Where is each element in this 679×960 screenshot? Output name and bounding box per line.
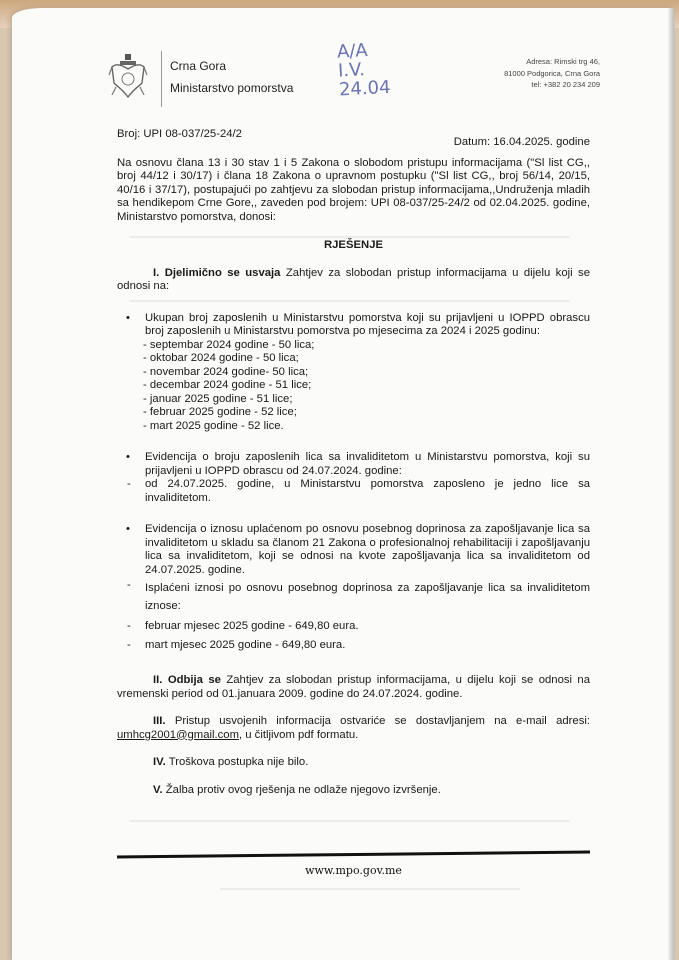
ministry-name: Ministarstvo pomorstva — [170, 81, 294, 95]
sub-item — [117, 639, 590, 653]
section-5-text: Žalba protiv ovog rješenja ne odlaže njegovo izvršenje. — [162, 783, 441, 796]
sub-item — [117, 620, 590, 634]
bullet-icon: • — [126, 311, 130, 324]
section-1-label: I. Djelimično se usvaja — [153, 266, 281, 279]
section-4 — [117, 756, 590, 770]
bleed-through-line — [130, 820, 570, 822]
sub-item-text: Isplaćeni iznosi po osnovu posebnog doprinosa za zapošljavanje lica sa invaliditetom iznose: — [145, 582, 590, 612]
bullet-text: Evidencija o iznosu uplaćenom po osnovu posebnog doprinosa za zapošljavanje lica sa invaliditetom u skladu sa članom 21 Zakona o profesionalnoj rehabilitaciji i zapošljavanju lica sa invaliditetom, koji se odnosi na kvote zapošljavanja lica sa invaliditetom od 24.07.2025. godine. — [145, 523, 590, 576]
montenegro-coat-of-arms-icon — [108, 53, 148, 101]
sub-item-text: od 24.07.2025. godine, u Ministarstvu pomorstva zaposleno je jedno lice sa invaliditetom. — [145, 478, 590, 504]
section-5 — [117, 784, 590, 798]
ministry-address — [504, 56, 600, 91]
section-3-text: Pristup usvojenih informacija ostvariće se dostavljanjem na e-mail adresi: — [165, 715, 590, 727]
handwritten-note — [337, 39, 400, 99]
document-body — [117, 128, 590, 797]
letterhead-divider — [161, 51, 162, 107]
section-3 — [117, 715, 590, 742]
bullet-disabled-employees — [117, 451, 590, 478]
section-2-label: II. Odbija se — [153, 674, 221, 686]
bullet-text: Evidencija o broju zaposlenih lica sa invaliditetom u Ministarstvu pomorstva, koji su prijavljeni u IOPPD obrascu od 24.07.2024. godine: — [145, 451, 590, 477]
dash-icon: - — [127, 620, 131, 632]
decision-title: RJEŠENJE — [323, 239, 384, 251]
list-item: - mart 2025 godine - 52 lice. — [143, 419, 284, 432]
handwritten-line: I.V. — [337, 59, 366, 82]
handwritten-line: A/A — [336, 40, 369, 63]
list-item: - novembar 2024 godine- 50 lica; — [143, 365, 309, 378]
country-name: Crna Gora — [170, 59, 227, 73]
reference-row — [117, 128, 590, 150]
dash-icon: - — [127, 478, 131, 490]
section-5-label: V. — [153, 783, 163, 796]
list-item: - februar 2025 godine - 52 lice; — [143, 406, 297, 418]
document-date: Datum: 16.04.2025. godine — [453, 136, 590, 148]
bullet-contribution — [117, 523, 590, 577]
sub-item — [117, 478, 590, 505]
list-item: - decembar 2024 godine - 51 lice; — [143, 379, 312, 391]
section-1-text: Zahtjev za slobodan pristup informacijama u dijelu koji se odnosi na: — [117, 266, 590, 292]
bleed-through-line — [220, 888, 520, 890]
preamble: Na osnovu člana 13 i 30 stav 1 i 5 Zakona o slobodom pristupu informacijama ("Sl list CG,, broj 44/12 i 30/17) i člana 18 Zakona o upravnom postupku ("Sl list CG,, broj 56/14, 20/15, 40/16 i 37/17), postupajući po zahtjevu za slobodan pristup informacijama,,Undruženja mladih sa hendikepom Crne Gore,, zaveden pod brojem: UPI 08-037/25-24/2 od 02.04.2025. godine, Ministarstvo pomorstva, donosi: — [117, 156, 590, 223]
address-line: 81000 Podgorica, Crna Gora — [504, 68, 600, 78]
section-4-label: IV. — [153, 756, 166, 768]
bullet-text: Ukupan broj zaposlenih u Ministarstvu pomorstva koji su prijavljeni u IOPPD obrascu broj zaposlenih u Ministarstvu pomorstva po mjesecima za 2024 i 2025 godinu: — [145, 311, 590, 337]
email-link[interactable]: umhcg2001@gmail.com — [117, 728, 239, 741]
sub-item — [117, 579, 590, 615]
bullet-icon: • — [126, 451, 130, 463]
section-3-text-after: , u čitljivom pdf formatu. — [238, 728, 359, 741]
letterhead — [100, 40, 600, 115]
bullet-employee-count — [117, 312, 590, 434]
list-item: - januar 2025 godine - 51 lice; — [143, 392, 293, 405]
section-2 — [117, 674, 590, 701]
monthly-count-list — [143, 339, 590, 434]
dash-icon: - — [127, 579, 131, 591]
list-item: - septembar 2024 godine - 50 lica; — [143, 338, 315, 351]
sub-item-text: mart mjesec 2025 godine - 649,80 eura. — [145, 638, 346, 651]
handwritten-line: 24.04 — [338, 76, 392, 101]
list-item: - oktobar 2024 godine - 50 lica; — [143, 352, 299, 364]
sub-item-text: februar mjesec 2025 godine - 649,80 eura. — [145, 620, 359, 632]
footer-website: www.mpo.gov.me — [305, 864, 402, 877]
section-3-label: III. — [153, 715, 166, 727]
section-2-text: Zahtjev za slobodan pristup informacijama, u dijelu koji se odnosi na vremenski period od 01.januara 2009. godine do 24.07.2024. godine. — [117, 674, 590, 700]
section-1 — [117, 267, 590, 294]
dash-icon: - — [127, 638, 131, 651]
phone-line: tel: +382 20 234 209 — [531, 80, 600, 89]
address-line: Adresa: Rimski trg 46, — [526, 57, 600, 66]
reference-number: Broj: UPI 08-037/25-24/2 — [117, 128, 242, 140]
section-4-text: Troškova postupka nije bilo. — [165, 756, 309, 768]
bullet-icon: • — [126, 523, 130, 535]
